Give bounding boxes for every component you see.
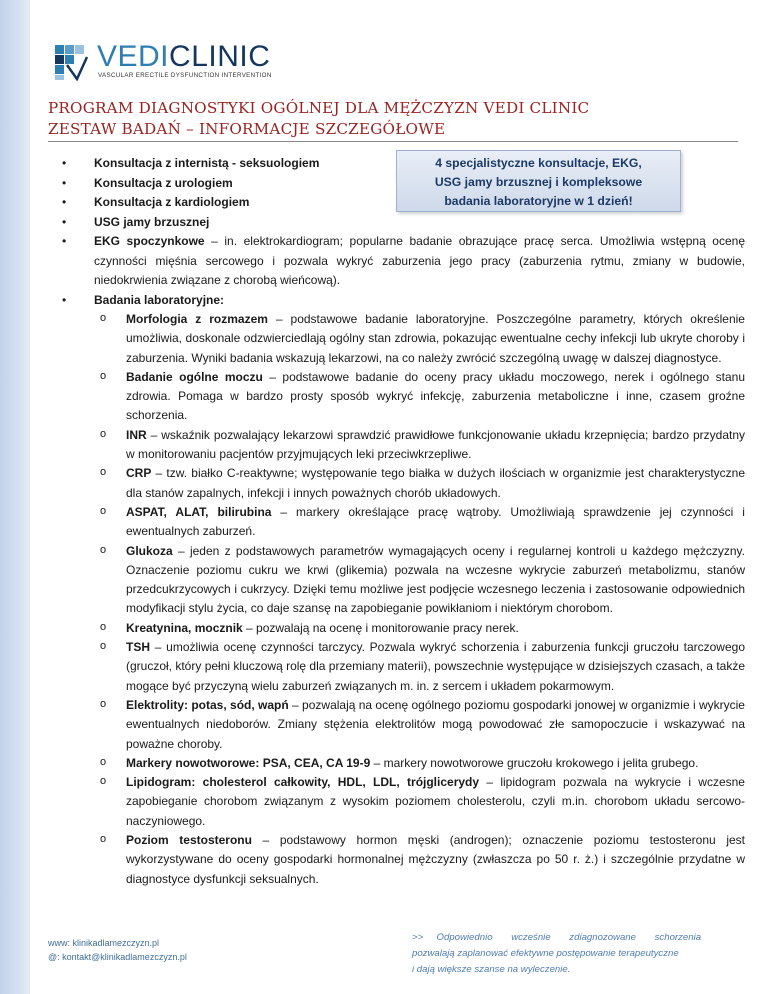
lab-test-name: Morfologia z rozmazem [126, 312, 268, 326]
footer-quote-line-1: >> Odpowiednio wcześnie zdiagnozowane schorzenia [412, 932, 702, 943]
footer-quote [412, 930, 712, 978]
exam-name: EKG spoczynkowe [94, 234, 205, 248]
lab-test-description: – tzw. białko C-reaktywne; występowanie tego białka w dużych ilościach w organizmie jest charakterystyczne dla stanów zapalnych, infekcji i innych poważnych chorób układowych. [126, 466, 745, 500]
lab-tests-list [94, 310, 745, 889]
footer-website-link[interactable]: www: klinikadlamezczyzn.pl [48, 938, 160, 948]
lab-test-description: – markery nowotworowe gruczołu krokowego i jelita grubego. [370, 755, 699, 770]
lab-test-item [80, 638, 745, 696]
logo-mark-icon [53, 43, 91, 81]
logo-wordmark [97, 41, 270, 73]
lab-test-description: – umożliwia ocenę czynności tarczycy. Pozwala wykryć schorzenia i zaburzenia funkcji gruczołu tarczowego (gruczoł, który pełni kluczową rolę dla przemiany materii), powszechnie występujące w dzisiejszych czasach, a także mogące być przyczyną wielu zaburzeń związanych m. in. z sercem i układem pokarmowym. [126, 640, 745, 693]
lab-test-description: – jeden z podstawowych parametrów wymagających oceny i regularnej kontroli u każdego mężczyzny. Oznaczenie poziomu cukru we krwi (glikemia) pozwala na wczesne wykrycie zaburzeń metabolizmu, stanów przedcukrzycowych i cukrzycy. Dzięki temu możliwe jest podjęcie wczesnego leczenia i zastosowanie odpowiednich modyfikacji stylu życia, co daje szansę na zapobieganie powikłaniom i niektórym chorobom. [126, 543, 745, 616]
lab-test-name: INR [126, 427, 147, 442]
footer-quote-line-3: i dają większe szanse na wyleczenie. [412, 964, 571, 975]
lab-test-name: Glukoza [126, 543, 173, 558]
vediclinic-logo [53, 40, 293, 83]
lab-test-name: Kreatynina, mocznik [126, 620, 243, 635]
exam-list [62, 154, 745, 889]
list-item [62, 154, 745, 174]
lab-test-item [80, 773, 745, 831]
exam-name: Konsultacja z internistą - seksuologiem [94, 156, 320, 170]
exam-description: – in. elektrokardiogram; popularne badanie obrazujące pracę serca. Umożliwia wstępną ocenę czynności mięśnia sercowego i pozwala wykryć zaburzenia jego pracy (zaburzenia rytmu, zmiany w budowie, niedokrwienia związane z chorobą wieńcową). [94, 234, 745, 287]
lab-test-item [80, 754, 745, 773]
callout-line-2: USG jamy brzusznej i kompleksowe [434, 175, 643, 189]
lab-test-description: – podstawowy hormon męski (androgen); oznaczenie poziomu testosteronu jest wykorzystywane do oceny gospodarki hormonalnej mężczyzny (zwłaszcza po 50 r. ż.) i szczególnie przydatne w diagnostyce dysfunkcji seksualnych. [126, 833, 745, 886]
lab-test-name: Lipidogram: cholesterol całkowity, HDL, LDL, trójglicerydy [126, 775, 480, 790]
lab-test-description: – podstawowe badanie laboratoryjne. Poszczególne parametry, których określenie umożliwia, doskonale odzwierciedlają ogólny stan zdrowia, pokazując ewentualne cechy infekcji lub ukryte choroby i zaburzenia. Wyniki badania wskazują lekarzowi, na co należy zwrócić szczególną uwagę w dalszej diagnostyce. [126, 312, 745, 365]
lab-test-item [80, 310, 745, 368]
page-title-line-2: ZESTAW BADAŃ – INFORMACJE SZCZEGÓŁOWE [48, 120, 446, 138]
lab-test-name: Elektrolity: potas, sód, wapń [126, 697, 289, 712]
page-title [48, 98, 738, 140]
logo-tagline: VASCULAR ERECTILE DYSFUNCTION INTERVENTION [98, 72, 272, 79]
lab-test-description: – lipidogram pozwala na wykrycie i wczesne zapobieganie chorobom związanym z wysokim poziomem cholesterolu, czyli m.in. chorobom układu sercowo-naczyniowego. [126, 775, 745, 828]
lab-test-item [80, 542, 745, 619]
lab-test-item [80, 503, 745, 542]
callout-line-1: 4 specjalistyczne konsultacje, EKG, [435, 156, 642, 170]
list-item [62, 193, 745, 213]
list-item [62, 213, 745, 233]
lab-test-name: CRP [126, 466, 152, 481]
list-item [62, 232, 745, 291]
exam-name: Badania laboratoryjne: [94, 292, 225, 307]
lab-test-description: – pozwalają na ocenę i monitorowanie pracy nerek. [242, 620, 519, 635]
decorative-side-strip [0, 0, 30, 994]
list-item [62, 174, 745, 194]
lab-test-item [80, 619, 745, 638]
lab-test-item [80, 368, 745, 426]
lab-test-description: – wskaźnik pozwalający lekarzowi sprawdzić prawidłowe funkcjonowanie układu krzepnięcia; bardzo przydatny w monitorowaniu pacjentów przyjmujących leki przeciwkrzepliwe. [126, 427, 745, 462]
lab-test-item [80, 464, 745, 503]
lab-test-description: – pozwalają na ocenę ogólnego poziomu gospodarki jonowej w organizmie i wykrycie ewentualnych niedoborów. Zmiany stężenia elektrolitów mogą powodować złe samopoczucie i wskazywać na poważne choroby. [126, 697, 745, 751]
page-title-line-1: PROGRAM DIAGNOSTYKI OGÓLNEJ DLA MĘŻCZYZN VEDI CLINIC [48, 99, 590, 117]
lab-test-item [80, 831, 745, 889]
lab-test-name: Markery nowotworowe: PSA, CEA, CA 19-9 [126, 755, 371, 770]
lab-test-name: Poziom testosteronu [126, 833, 252, 848]
lab-test-description: – markery określające pracę wątroby. Umożliwiają sprawdzenie jej czynności i ewentualnych zaburzeń. [126, 504, 745, 539]
exam-name: Konsultacja z kardiologiem [94, 195, 250, 209]
lab-test-item [80, 696, 745, 754]
logo-wordmark-clinic: CLINIC [169, 40, 271, 73]
lab-test-description: – podstawowe badanie do oceny pracy układu moczowego, nerek i ogólnego stanu zdrowia. Pomaga w bardzo prosty sposób wykryć infekcję, zaburzenia metaboliczne i inne, czasem groźne schorzenia. [126, 369, 745, 423]
lab-test-item [80, 426, 745, 465]
list-item [62, 291, 745, 889]
lab-test-name: TSH [126, 640, 150, 655]
callout-line-3: badania laboratoryjne w 1 dzień! [444, 194, 633, 208]
logo-wordmark-vedi: VEDI [97, 40, 170, 73]
title-divider [48, 141, 738, 142]
footer-quote-line-2: pozwalają zaplanować efektywne postępowanie terapeutyczne [412, 948, 679, 959]
footer-contact [48, 936, 187, 964]
exam-name: Konsultacja z urologiem [94, 175, 233, 190]
lab-test-name: ASPAT, ALAT, bilirubina [126, 504, 272, 519]
footer-email-link[interactable]: @: kontakt@klinikadlamezczyzn.pl [48, 952, 187, 962]
exam-name: USG jamy brzusznej [94, 214, 210, 229]
lab-test-name: Badanie ogólne moczu [126, 369, 263, 384]
